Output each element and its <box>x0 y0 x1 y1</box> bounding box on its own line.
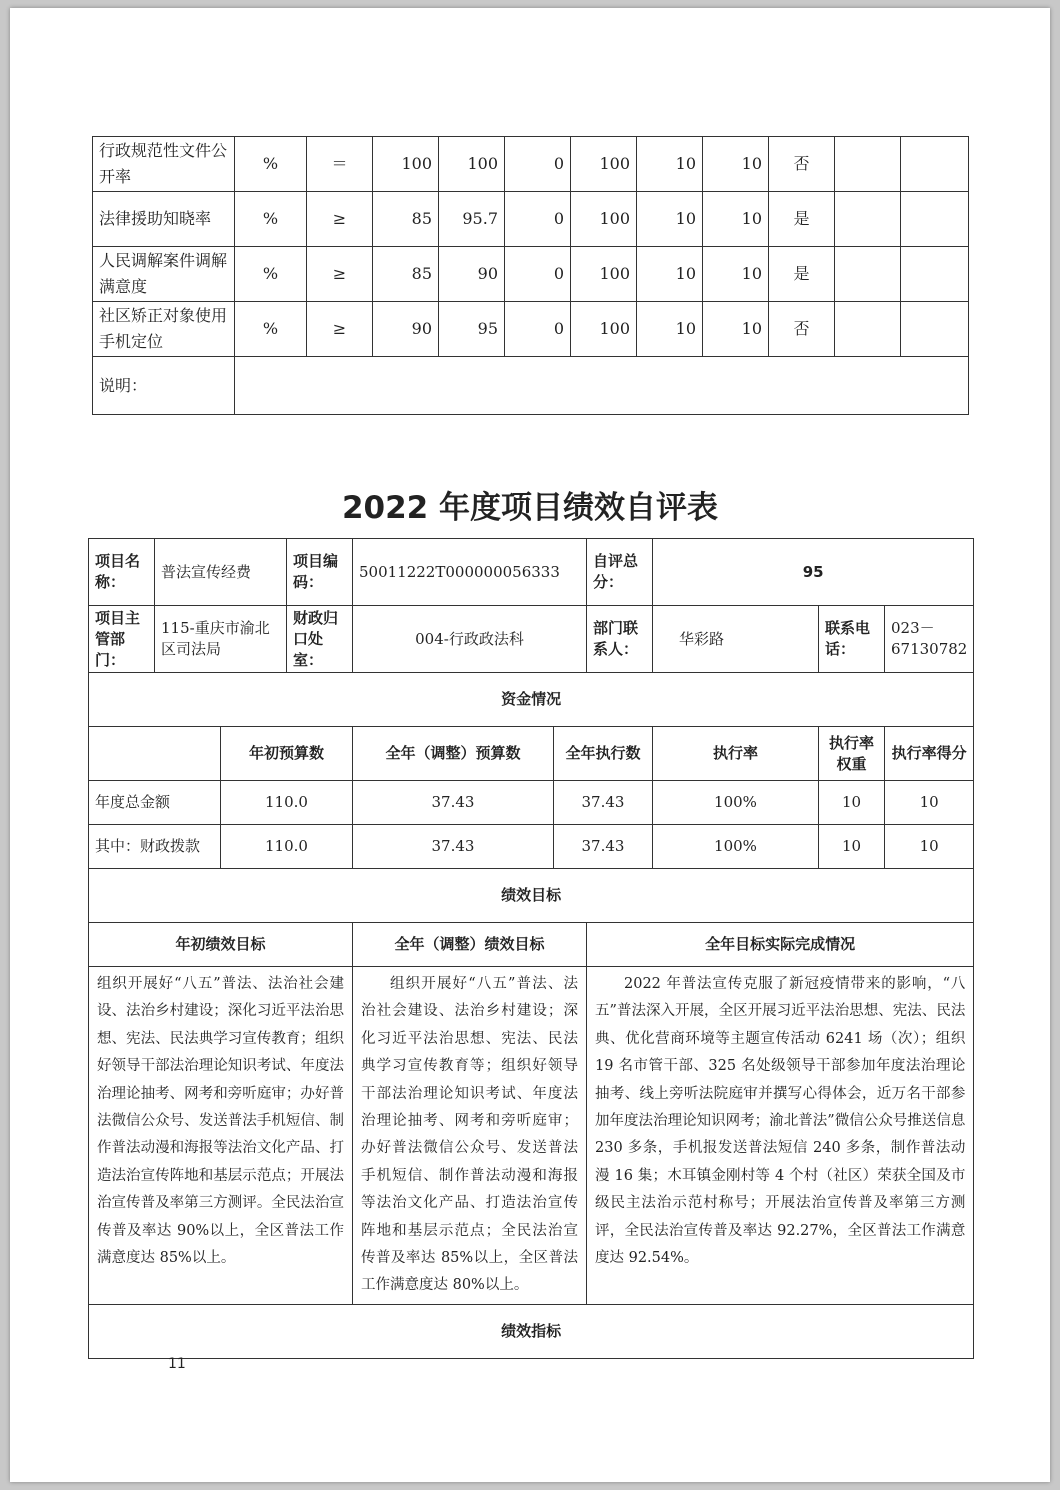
empty-cell <box>901 247 969 302</box>
goals-section-title: 绩效目标 <box>89 869 974 923</box>
value-cell: 0 <box>505 137 571 192</box>
table-row <box>93 247 969 302</box>
office-value: 004-行政政法科 <box>353 606 587 673</box>
target-cell: 90 <box>373 302 439 357</box>
value-cell: 10 <box>885 781 974 825</box>
section-header <box>89 1304 974 1358</box>
value-cell: 110.0 <box>221 825 353 869</box>
table-row <box>93 137 969 192</box>
row-label: 其中：财政拨款 <box>89 825 221 869</box>
note-row <box>93 357 969 415</box>
project-name-value: 普法宣传经费 <box>155 539 287 606</box>
project-name-label: 项目名称： <box>89 539 155 606</box>
value-cell: 100% <box>653 781 819 825</box>
contact-value: 华彩路 <box>653 606 819 673</box>
value-cell: 100 <box>571 302 637 357</box>
funds-header-row <box>89 727 974 781</box>
value-cell: 100% <box>653 825 819 869</box>
section-header <box>89 869 974 923</box>
dept-label: 项目主管部门： <box>89 606 155 673</box>
value-cell: 37.43 <box>554 781 653 825</box>
indicator-name: 行政规范性文件公开率 <box>93 137 235 192</box>
score-value: 95 <box>653 539 974 606</box>
column-header: 执行率 <box>653 727 819 781</box>
target-cell: 85 <box>373 247 439 302</box>
table-row <box>93 302 969 357</box>
empty-cell <box>835 247 901 302</box>
operator-cell: ≥ <box>307 192 373 247</box>
empty-cell <box>89 727 221 781</box>
note-label: 说明： <box>93 357 235 415</box>
contact-label: 部门联系人： <box>587 606 653 673</box>
goals-text-row <box>89 967 974 1305</box>
operator-cell: ≥ <box>307 247 373 302</box>
indicator-name: 社区矫正对象使用手机定位 <box>93 302 235 357</box>
initial-goal-text: 组织开展好“八五”普法、法治社会建设、法治乡村建设；深化习近平法治思想、宪法、民法典学习宣传教育；组织好领导干部法治理论知识考试、年度法治理论抽考、网考和旁听庭审；办好普法微信公众号、发送普法手机短信、制作普法动漫和海报等法治文化产品、打造法治宣传阵地和基层示范点；开展法治宣传普及率第三方测评。全民法治宣传普及率达 90%以上，全区普法工作满意度达 85%以上。 <box>89 967 353 1305</box>
column-header: 年初绩效目标 <box>89 923 353 967</box>
value-cell: 10 <box>819 825 885 869</box>
value-cell: 10 <box>885 825 974 869</box>
column-header: 全年目标实际完成情况 <box>587 923 974 967</box>
empty-cell <box>901 137 969 192</box>
office-label: 财政归口处室： <box>287 606 353 673</box>
self-evaluation-table <box>88 538 974 1359</box>
goals-header-row <box>89 923 974 967</box>
unit-cell: % <box>235 247 307 302</box>
table-row <box>93 192 969 247</box>
actual-cell: 95.7 <box>439 192 505 247</box>
previous-indicator-table <box>92 136 969 415</box>
operator-cell: ＝ <box>307 137 373 192</box>
column-header: 全年执行数 <box>554 727 653 781</box>
value-cell: 10 <box>703 192 769 247</box>
phone-value: 023－67130782 <box>885 606 974 673</box>
operator-cell: ≥ <box>307 302 373 357</box>
score-label: 自评总分： <box>587 539 653 606</box>
value-cell: 0 <box>505 247 571 302</box>
page-number: 11 <box>168 1356 186 1372</box>
actual-cell: 90 <box>439 247 505 302</box>
phone-label: 联系电话： <box>819 606 885 673</box>
indicator-name: 人民调解案件调解满意度 <box>93 247 235 302</box>
value-cell: 10 <box>637 247 703 302</box>
value-cell: 0 <box>505 192 571 247</box>
value-cell: 10 <box>637 302 703 357</box>
table-row <box>89 825 974 869</box>
empty-cell <box>835 137 901 192</box>
page-title: 2022 年度项目绩效自评表 <box>341 490 719 526</box>
indicators-section-title: 绩效指标 <box>89 1304 974 1358</box>
adjusted-goal-text: 组织开展好“八五”普法、法治社会建设、法治乡村建设；深化习近平法治思想、宪法、民法典学习宣传教育等；组织好领导干部法治理论知识考试、年度法治理论抽考、网考和旁听庭审；办好普法微信公众号、发送普法手机短信、制作普法动漫和海报等法治文化产品、打造法治宣传阵地和基层示范点；全民法治宣传普及率达 85%以上，全区普法工作满意度达 80%以上。 <box>353 967 587 1305</box>
value-cell: 37.43 <box>353 781 554 825</box>
actual-completion-text: 2022 年普法宣传克服了新冠疫情带来的影响，“八五”普法深入开展，全区开展习近平法治思想、宪法、民法典、优化营商环境等主题宣传活动 6241 场（次）；组织 19 名市管干部、325 名处级领导干部参加年度法治理论抽考、线上旁听法院庭审并撰写心得体会，近万名干部参加年度法治理论知识网考；渝北普法”微信公众号推送信息 230 多条，手机报发送普法短信 240 多条，制作普法动漫 16 集；木耳镇金刚村等 4 个村（社区）荣获全国及市级民主法治示范村称号；开展法治宣传普及率第三方测评，全民法治宣传普及率达 92.27%，全区普法工作满意度达 92.54%。 <box>587 967 974 1305</box>
section-header <box>89 673 974 727</box>
value-cell: 10 <box>637 137 703 192</box>
actual-cell: 95 <box>439 302 505 357</box>
column-header: 年初预算数 <box>221 727 353 781</box>
value-cell: 10 <box>819 781 885 825</box>
value-cell: 100 <box>571 247 637 302</box>
project-code-value: 50011222T000000056333 <box>353 539 587 606</box>
row-label: 年度总金额 <box>89 781 221 825</box>
value-cell: 37.43 <box>353 825 554 869</box>
indicator-name: 法律援助知晓率 <box>93 192 235 247</box>
value-cell: 100 <box>571 137 637 192</box>
value-cell: 10 <box>637 192 703 247</box>
actual-cell: 100 <box>439 137 505 192</box>
note-value <box>235 357 969 415</box>
value-cell: 37.43 <box>554 825 653 869</box>
column-header: 全年（调整）预算数 <box>353 727 554 781</box>
empty-cell <box>835 302 901 357</box>
info-row <box>89 539 974 606</box>
value-cell: 0 <box>505 302 571 357</box>
flag-cell: 是 <box>769 192 835 247</box>
table-row <box>89 781 974 825</box>
column-header: 执行率得分 <box>885 727 974 781</box>
value-cell: 100 <box>571 192 637 247</box>
column-header: 全年（调整）绩效目标 <box>353 923 587 967</box>
empty-cell <box>901 302 969 357</box>
value-cell: 110.0 <box>221 781 353 825</box>
project-code-label: 项目编码： <box>287 539 353 606</box>
column-header: 执行率权重 <box>819 727 885 781</box>
target-cell: 85 <box>373 192 439 247</box>
value-cell: 10 <box>703 247 769 302</box>
flag-cell: 否 <box>769 137 835 192</box>
flag-cell: 否 <box>769 302 835 357</box>
value-cell: 10 <box>703 302 769 357</box>
unit-cell: % <box>235 137 307 192</box>
funds-section-title: 资金情况 <box>89 673 974 727</box>
target-cell: 100 <box>373 137 439 192</box>
unit-cell: % <box>235 192 307 247</box>
flag-cell: 是 <box>769 247 835 302</box>
dept-value: 115-重庆市渝北区司法局 <box>155 606 287 673</box>
value-cell: 10 <box>703 137 769 192</box>
document-page <box>10 8 1050 1482</box>
unit-cell: % <box>235 302 307 357</box>
info-row <box>89 606 974 673</box>
empty-cell <box>901 192 969 247</box>
empty-cell <box>835 192 901 247</box>
